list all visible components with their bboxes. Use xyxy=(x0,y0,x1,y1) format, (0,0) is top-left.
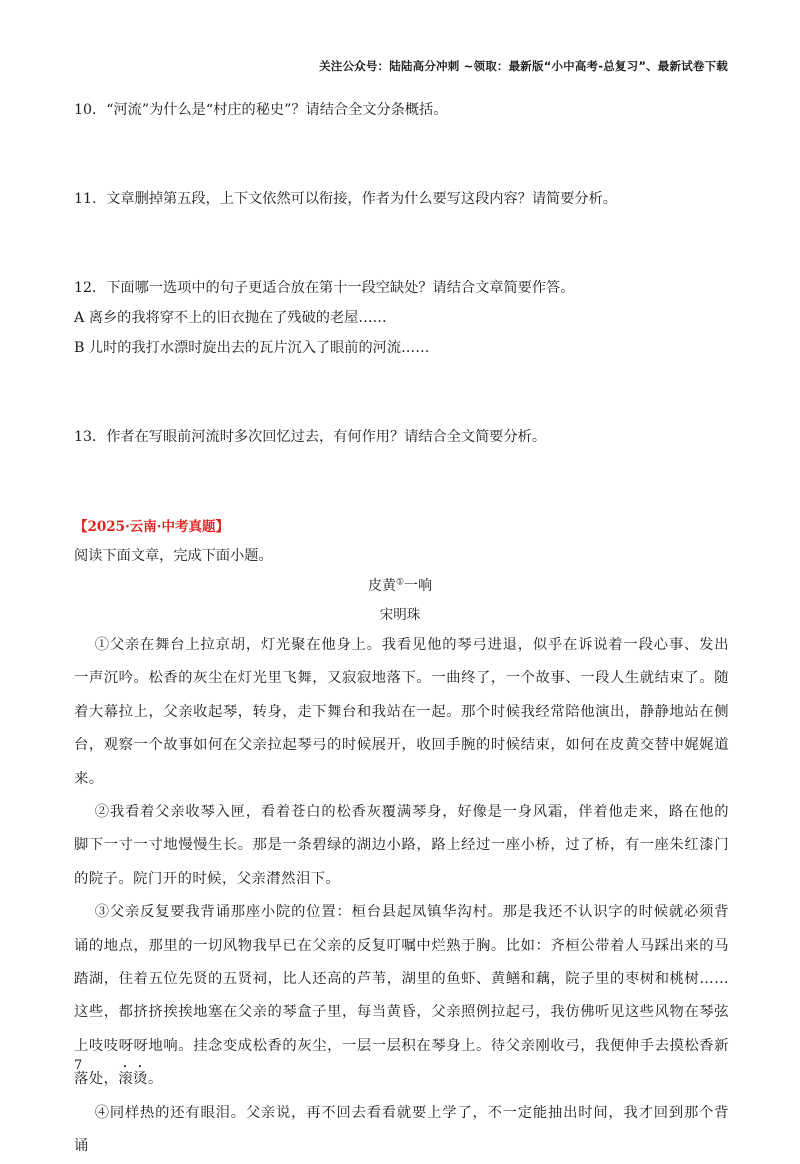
question-12-option-b: B 儿时的我打水漂时旋出去的瓦片沉入了眼前的河流…… xyxy=(74,340,430,356)
page-header: 关注公众号：陆陆高分冲刺 ~领取：最新版“小中高考-总复习”、最新试卷下载 xyxy=(319,59,728,73)
question-10: 10．“河流”为什么是“村庄的秘史”？请结合全文分条概括。 xyxy=(74,102,448,118)
article-body xyxy=(74,629,729,1164)
title-part-1: 皮黄 xyxy=(367,578,396,594)
paragraph-3-text: ③父亲反复要我背诵那座小院的位置：桓台县起凤镇华沟村。那是我还不认识字的时候就必须背诵的地点，那里的一切风物我早已在父亲的反复叮嘱中烂熟于胸。比如：齐桓公带着人马踩出来的马踏湖，住着五位先贤的五贤祠，比人还高的芦苇，湖里的鱼虾、黄鳝和藕，院子里的枣树和桃树……这些，都挤挤挨挨地塞在父亲的琴盒子里，每当黄昏，父亲照例拉起弓，我仿佛听见这些风物在琴弦上吱吱呀呀地响。挂念变成松香的灰尘，一层一层积在琴身上。待父亲刚收弓，我便伸手去摸松香新落处， xyxy=(74,904,729,1088)
article-title xyxy=(0,575,800,595)
page-number: 7 xyxy=(74,1058,83,1073)
article-author: 宋明珠 xyxy=(379,607,421,623)
question-12-option-a: A 离乡的我将穿不上的旧衣抛在了残破的老屋…… xyxy=(74,310,387,326)
title-footnote-mark: ① xyxy=(395,577,405,588)
title-part-2: 一响 xyxy=(404,578,433,594)
question-12: 12．下面哪一选项中的句子更适合放在第十一段空缺处？请结合文章简要作答。 xyxy=(74,280,575,296)
question-11: 11．文章删掉第五段，上下文依然可以衔接，作者为什么要写这段内容？请简要分析。 xyxy=(74,191,617,207)
paragraph-2: ②我看着父亲收琴入匣，看着苍白的松香灰覆满琴身，好像是一身风霜，伴着他走来，路在他的脚下一寸一寸地慢慢生长。那是一条碧绿的湖边小路，路上经过一座小桥，过了桥，有一座朱红漆门的院子。院门开的时候，父亲潸然泪下。 xyxy=(74,804,729,887)
paragraph-3-end: 。 xyxy=(147,1071,163,1088)
source-label: 【2025·云南·中考真题】 xyxy=(74,519,229,535)
reading-instruction: 阅读下面文章，完成下面小题。 xyxy=(74,548,273,564)
paragraph-4: ④同样热的还有眼泪。父亲说，再不回去看看就要上学了，不一定能抽出时间，我才回到那个背诵 xyxy=(74,1104,729,1155)
emphasized-word: 滚烫 xyxy=(118,1071,148,1088)
paragraph-3 xyxy=(74,896,729,1096)
question-13: 13．作者在写眼前河流时多次回忆过去，有何作用？请结合全文简要分析。 xyxy=(74,429,547,445)
paragraph-1: ①父亲在舞台上拉京胡，灯光聚在他身上。我看见他的琴弓进退，似乎在诉说着一段心事、发出一声沉吟。松香的灰尘在灯光里飞舞，又寂寂地落下。一曲终了，一个故事、一段人生就结束了。随着大幕拉上，父亲收起琴，转身，走下舞台和我站在一起。那个时候我经常陪他演出，静静地站在侧台，观察一个故事如何在父亲拉起琴弓的时候展开，收回手腕的时候结束，如何在皮黄交替中娓娓道来。 xyxy=(74,637,729,787)
